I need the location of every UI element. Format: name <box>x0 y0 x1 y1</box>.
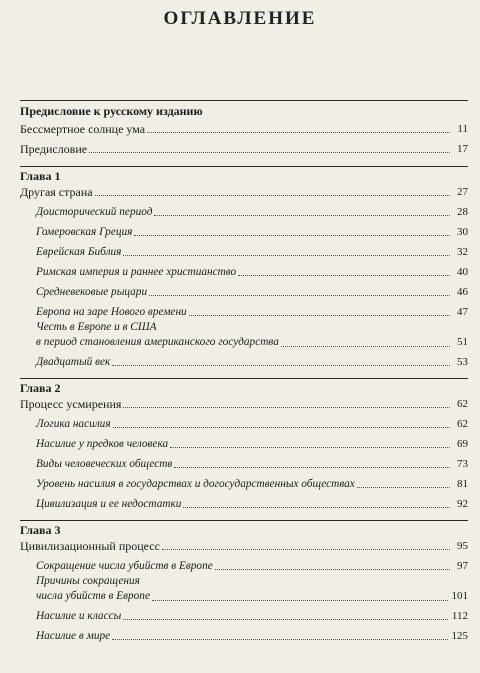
chapter-heading: Глава 3 <box>20 523 61 537</box>
toc-entry-label: Насилие у предков человека <box>36 438 169 450</box>
toc-subentry[interactable] <box>36 351 468 369</box>
toc-entry-label: Доисторический период <box>36 206 153 218</box>
page-number: 112 <box>451 610 468 622</box>
divider <box>20 100 468 101</box>
divider <box>20 520 468 521</box>
toc-chapter-entry[interactable] <box>20 181 468 199</box>
dot-leader <box>162 549 450 550</box>
chapter-heading: Глава 1 <box>20 169 61 183</box>
dot-leader <box>152 600 448 601</box>
toc-entry-label: Сокращение числа убийств в Европе <box>36 560 213 572</box>
toc-entry-label: Еврейская Библия <box>36 246 122 258</box>
toc-entry-label: Римская империя и раннее христианство <box>36 266 237 278</box>
page-number: 95 <box>457 540 468 552</box>
toc-entry-label: числа убийств в Европе <box>36 590 150 602</box>
toc-entry-label: Причины сокращения <box>36 575 140 587</box>
toc-subentry[interactable] <box>36 493 468 511</box>
toc-subentry[interactable] <box>36 320 468 350</box>
dot-leader <box>89 152 450 153</box>
toc-subentry[interactable] <box>36 201 468 219</box>
page-title: ОГЛАВЛЕНИЕ <box>163 8 317 29</box>
page-number: 53 <box>457 356 468 368</box>
dot-leader <box>189 315 450 316</box>
page-number: 62 <box>457 398 468 410</box>
toc-subentry[interactable] <box>36 473 468 491</box>
toc-entry-label: Двадцатый век <box>36 356 111 368</box>
toc-entry-label: Виды человеческих обществ <box>36 458 173 470</box>
toc-entry-label: Насилие в мире <box>36 630 111 642</box>
page-number: 47 <box>457 306 468 318</box>
toc-entry-label: Уровень насилия в государствах и догосударственных обществах <box>36 478 355 490</box>
dot-leader <box>170 447 450 448</box>
toc-entry-label: Средневековые рыцари <box>36 286 148 298</box>
page-number: 30 <box>457 226 468 238</box>
page-number: 51 <box>457 336 468 348</box>
toc-entry[interactable] <box>20 138 468 156</box>
toc-subentry[interactable] <box>36 413 468 431</box>
dot-leader <box>123 255 450 256</box>
page-number: 11 <box>457 123 468 135</box>
dot-leader <box>215 569 450 570</box>
toc-entry-label: Гомеровская Греция <box>36 226 133 238</box>
toc-chapter-entry[interactable] <box>20 535 468 553</box>
dot-leader <box>112 639 447 640</box>
page-number: 69 <box>457 438 468 450</box>
toc-subentry[interactable] <box>36 433 468 451</box>
page-number: 92 <box>457 498 468 510</box>
page-number: 73 <box>457 458 468 470</box>
toc-entry[interactable] <box>20 118 468 136</box>
toc-entry-label: Логика насилия <box>36 418 111 430</box>
page-number: 32 <box>457 246 468 258</box>
toc-subentry[interactable] <box>36 605 468 623</box>
dot-leader <box>95 195 450 196</box>
page-number: 27 <box>457 186 468 198</box>
divider <box>20 166 468 167</box>
chapter-heading: Глава 2 <box>20 381 61 395</box>
dot-leader <box>123 407 450 408</box>
toc-entry-label: Процесс усмирения <box>20 397 122 411</box>
toc-entry-label: Честь в Европе и в США <box>36 321 157 333</box>
toc-subentry[interactable] <box>36 301 468 319</box>
page-number: 97 <box>457 560 468 572</box>
dot-leader <box>174 467 450 468</box>
toc-subentry[interactable] <box>36 625 468 643</box>
page-number: 28 <box>457 206 468 218</box>
page-number: 101 <box>451 590 468 602</box>
dot-leader <box>183 507 450 508</box>
toc-entry-label: Европа на заре Нового времени <box>36 306 187 318</box>
dot-leader <box>281 346 450 347</box>
toc-heading-preface-ru: Предисловие к русскому изданию <box>20 104 203 118</box>
dot-leader <box>154 215 450 216</box>
toc-entry-label: Другая страна <box>20 185 93 199</box>
toc-entry-label: Бессмертное солнце ума <box>20 122 146 136</box>
page-number: 40 <box>457 266 468 278</box>
toc-subentry[interactable] <box>36 281 468 299</box>
divider <box>20 378 468 379</box>
dot-leader <box>238 275 450 276</box>
dot-leader <box>113 427 450 428</box>
dot-leader <box>357 487 450 488</box>
toc-subentry[interactable] <box>36 241 468 259</box>
toc-entry-label: Предисловие <box>20 142 88 156</box>
toc-subentry[interactable] <box>36 221 468 239</box>
dot-leader <box>123 619 448 620</box>
toc-entry-label: Насилие и классы <box>36 610 122 622</box>
page-number: 125 <box>451 630 468 642</box>
dot-leader <box>149 295 450 296</box>
toc-chapter-entry[interactable] <box>20 393 468 411</box>
page-number: 62 <box>457 418 468 430</box>
toc-subentry[interactable] <box>36 261 468 279</box>
toc-subentry[interactable] <box>36 453 468 471</box>
dot-leader <box>112 365 450 366</box>
toc-subentry[interactable] <box>36 574 468 604</box>
toc-entry-label: Цивилизационный процесс <box>20 539 160 553</box>
toc-subentry[interactable] <box>36 555 468 573</box>
page-number: 17 <box>457 143 468 155</box>
dot-leader <box>147 132 450 133</box>
toc-entry-label: Цивилизация и ее недостатки <box>36 498 182 510</box>
page-number: 81 <box>457 478 468 490</box>
page-number: 46 <box>457 286 468 298</box>
dot-leader <box>134 235 450 236</box>
toc-entry-label: в период становления американского государства <box>36 336 279 348</box>
